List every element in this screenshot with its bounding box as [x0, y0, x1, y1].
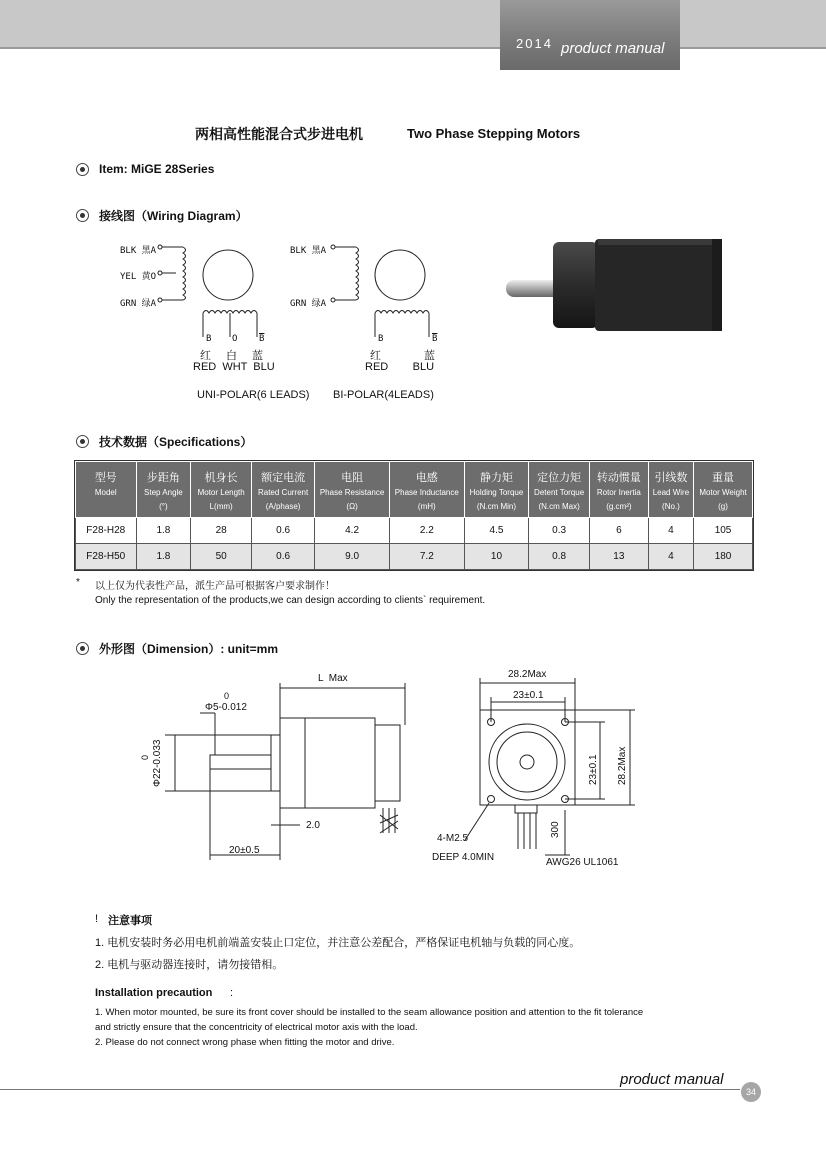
table-row [76, 518, 753, 544]
specs-header-row [76, 462, 753, 518]
table-cell: 105 [694, 518, 753, 544]
col-header: 重量 Motor Weight (g) [694, 462, 753, 518]
dim-hole-pitch-v: 23±0.1 [588, 754, 599, 785]
uni-lead-label: GRN 绿A [120, 299, 157, 309]
table-cell: F28-H50 [76, 544, 137, 570]
side-shaft [210, 755, 271, 769]
table-cell: 6 [589, 518, 648, 544]
col-header: 定位力矩 Detent Torque (N.cm Max) [529, 462, 590, 518]
bi-color-zh: 红 [370, 350, 381, 362]
table-cell: 28 [191, 518, 252, 544]
bullet-icon [76, 209, 89, 222]
precaution-en-item: and strictly ensure that the concentricity of electrical motor axis with the load. [95, 1022, 418, 1033]
item-heading: Item: MiGE 28Series [99, 162, 215, 176]
uni-lead-label: YEL 黄O [120, 272, 157, 282]
uni-terminal-label: B [206, 334, 212, 344]
footer-divider [0, 1089, 740, 1090]
note-star: * [76, 577, 80, 588]
bi-coil-b [375, 311, 429, 314]
col-header: 额定电流 Rated Current (A/phase) [251, 462, 314, 518]
dim-outer: 28.2Max [508, 669, 547, 680]
table-cell: F28-H28 [76, 518, 137, 544]
header-title: product manual [561, 40, 665, 57]
bi-color-zh: 蓝 [424, 350, 435, 362]
dim-l-max: L Max [318, 673, 348, 684]
dim-boss-tol: 0 [140, 754, 150, 760]
table-cell: 13 [589, 544, 648, 570]
table-cell: 9.0 [315, 544, 390, 570]
bullet-icon [76, 435, 89, 448]
table-cell: 4.5 [464, 518, 529, 544]
wiring-heading: 接线图（Wiring Diagram） [99, 209, 248, 223]
dim-hole-pitch: 23±0.1 [513, 690, 544, 701]
header-year: 2014 [516, 36, 553, 51]
page-number: 34 [741, 1082, 761, 1102]
precaution-mark: ! [95, 913, 99, 925]
specs-heading: 技术数据（Specifications） [99, 435, 253, 449]
table-cell: 2.2 [389, 518, 464, 544]
precaution-en-item: 2. Please do not connect wrong phase when fitting the motor and drive. [95, 1037, 395, 1048]
front-shaft [520, 755, 534, 769]
uni-color-zh: 蓝 [252, 350, 263, 362]
table-cell: 10 [464, 544, 529, 570]
precaution-colon: : [230, 987, 234, 999]
bullet-icon [76, 642, 89, 655]
page-title-zh: 两相高性能混合式步进电机 [195, 127, 363, 143]
table-cell: 1.8 [136, 518, 191, 544]
table-cell: 0.6 [251, 518, 314, 544]
uni-color-en: RED WHT BLU [193, 361, 275, 373]
bi-color-en: RED BLU [365, 361, 435, 373]
col-header: 电阻 Phase Resistance (Ω) [315, 462, 390, 518]
uni-caption: UNI-POLAR(6 LEADS) [197, 389, 310, 401]
uni-color-zh: 红 [200, 350, 211, 362]
table-cell: 50 [191, 544, 252, 570]
table-row [76, 544, 753, 570]
header-divider [0, 47, 826, 49]
dim-wire: AWG26 UL1061 [546, 857, 619, 868]
precaution-title-en: Installation precaution [95, 987, 213, 999]
table-cell: 4.2 [315, 518, 390, 544]
bi-caption: BI-POLAR(4LEADS) [333, 389, 434, 401]
uni-rotor [203, 250, 253, 300]
side-body [280, 718, 375, 808]
dimension-section [76, 640, 278, 657]
precaution-zh-item: 2. 电机与驱动器连接时，请勿接错相。 [95, 959, 284, 971]
dim-shaft-len: 20±0.5 [229, 845, 260, 856]
bullet-icon [76, 163, 89, 176]
bi-terminal-label: $\overline{B}$ [432, 334, 438, 344]
dim-shaft-tol: 0 [224, 691, 230, 701]
table-cell: 4 [648, 544, 693, 570]
col-header: 静力矩 Holding Torque (N.cm Min) [464, 462, 529, 518]
item-section [76, 162, 214, 176]
bi-rotor [375, 250, 425, 300]
wiring-section [76, 207, 248, 224]
bi-lead-label: GRN 绿A [290, 299, 327, 309]
dim-lead-len: 300 [550, 821, 561, 838]
bi-lead-label: BLK 黑A [290, 246, 327, 256]
motor-photo [506, 239, 722, 331]
footer-title: product manual [620, 1071, 724, 1088]
dim-holes: 4-M2.5 [437, 833, 469, 844]
header-tab [500, 0, 680, 70]
specs-section [76, 433, 252, 450]
table-cell: 0.6 [251, 544, 314, 570]
precaution-zh-item: 1. 电机安装时务必用电机前端盖安装止口定位，并注意公差配合，严格保证电机轴与负载的同心度。 [95, 937, 581, 949]
uni-color-zh: 白 [226, 350, 237, 362]
specs-table [75, 461, 753, 570]
col-header: 步距角 Step Angle (°) [136, 462, 191, 518]
table-cell: 0.3 [529, 518, 590, 544]
col-header: 转动惯量 Rotor Inertia (g.cm²) [589, 462, 648, 518]
col-header: 机身长 Motor Length L(mm) [191, 462, 252, 518]
precaution-title-zh: 注意事项 [108, 915, 152, 927]
dim-boss-dia: Φ22-0.033 [152, 739, 163, 787]
dim-outer-v: 28.2Max [617, 746, 628, 785]
bi-terminal-label: B [378, 334, 384, 344]
uni-coil-a [183, 247, 186, 300]
table-cell: 0.8 [529, 544, 590, 570]
bi-coil-a [356, 247, 359, 300]
precaution-en-item: 1. When motor mounted, be sure its front cover should be installed to the seam allowance position and attention to the fit tolerance [95, 1007, 644, 1018]
col-header: 电感 Phase Inductance (mH) [389, 462, 464, 518]
dim-depth: DEEP 4.0MIN [432, 852, 495, 863]
uni-terminal-label: O [232, 334, 238, 344]
table-cell: 7.2 [389, 544, 464, 570]
spec-note-zh: 以上仅为代表性产品，派生产品可根据客户要求制作！ [95, 581, 335, 592]
col-header: 引线数 Lead Wire (No.) [648, 462, 693, 518]
dimension-heading: 外形图（Dimension）: unit=mm [99, 642, 279, 656]
front-boss [489, 724, 565, 800]
table-cell: 4 [648, 518, 693, 544]
dim-boss-len: 2.0 [306, 820, 320, 831]
col-header: 型号 Model [76, 462, 137, 518]
header-bar [0, 0, 826, 48]
table-cell: 180 [694, 544, 753, 570]
uni-coil-b [203, 311, 257, 314]
table-cell: 1.8 [136, 544, 191, 570]
spec-note-en: Only the representation of the products,we can design according to clients` requirement. [95, 595, 486, 606]
uni-lead-label: BLK 黑A [120, 246, 157, 256]
dimension-drawing [0, 665, 826, 885]
page-title-en: Two Phase Stepping Motors [407, 126, 581, 141]
dim-shaft-dia: Φ5-0.012 [205, 702, 247, 713]
uni-terminal-label: $\overline{B}$ [259, 334, 265, 344]
